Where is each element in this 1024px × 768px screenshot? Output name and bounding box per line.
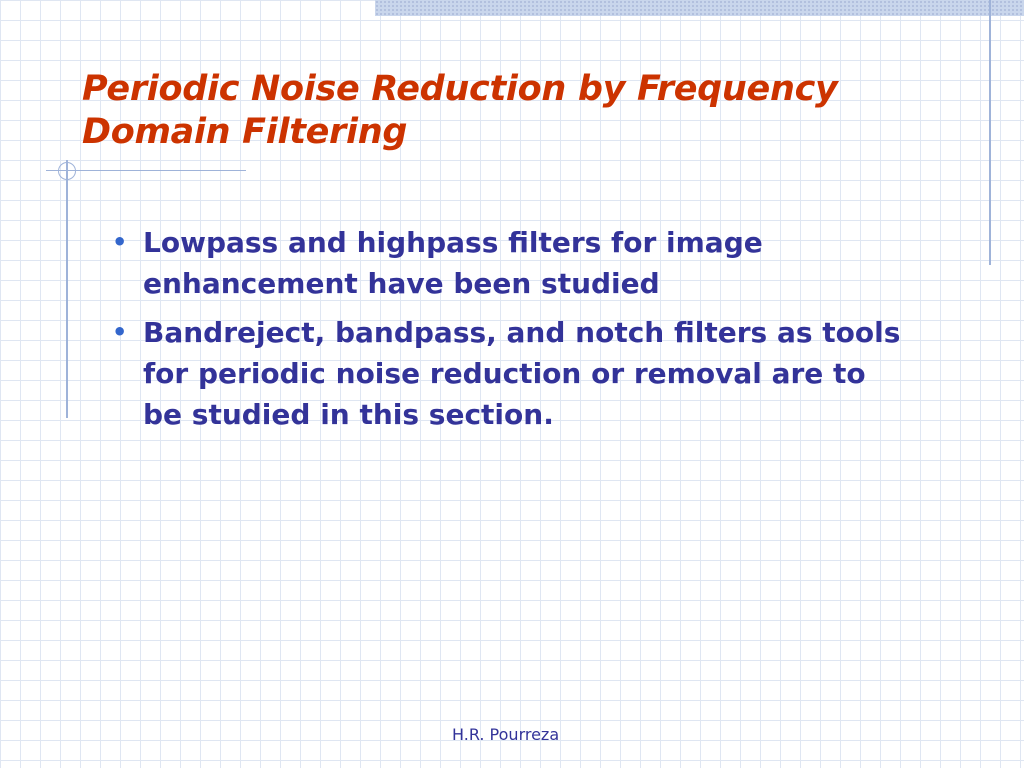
bullet-text: Bandreject, bandpass, and notch filters as tools for periodic noise reduction or removal are to be studied in this section.: [143, 316, 901, 431]
footer-author: H.R. Pourreza: [452, 725, 560, 744]
decorative-circle: [58, 162, 76, 180]
slide-title: Periodic Noise Reduction by Frequency Domain Filtering: [82, 69, 838, 152]
bullet-text: Lowpass and highpass filters for image enhancement have been studied: [143, 226, 763, 300]
bullet-item: [108, 312, 908, 435]
bullet-icon: •: [112, 318, 128, 346]
bullet-item: [108, 222, 908, 304]
decorative-title-rule: [46, 170, 246, 171]
bullet-list: [108, 222, 908, 443]
bullet-icon: •: [112, 228, 128, 256]
decorative-top-band: [375, 0, 1024, 16]
decorative-left-rule: [66, 160, 68, 418]
decorative-right-rule: [989, 0, 991, 265]
